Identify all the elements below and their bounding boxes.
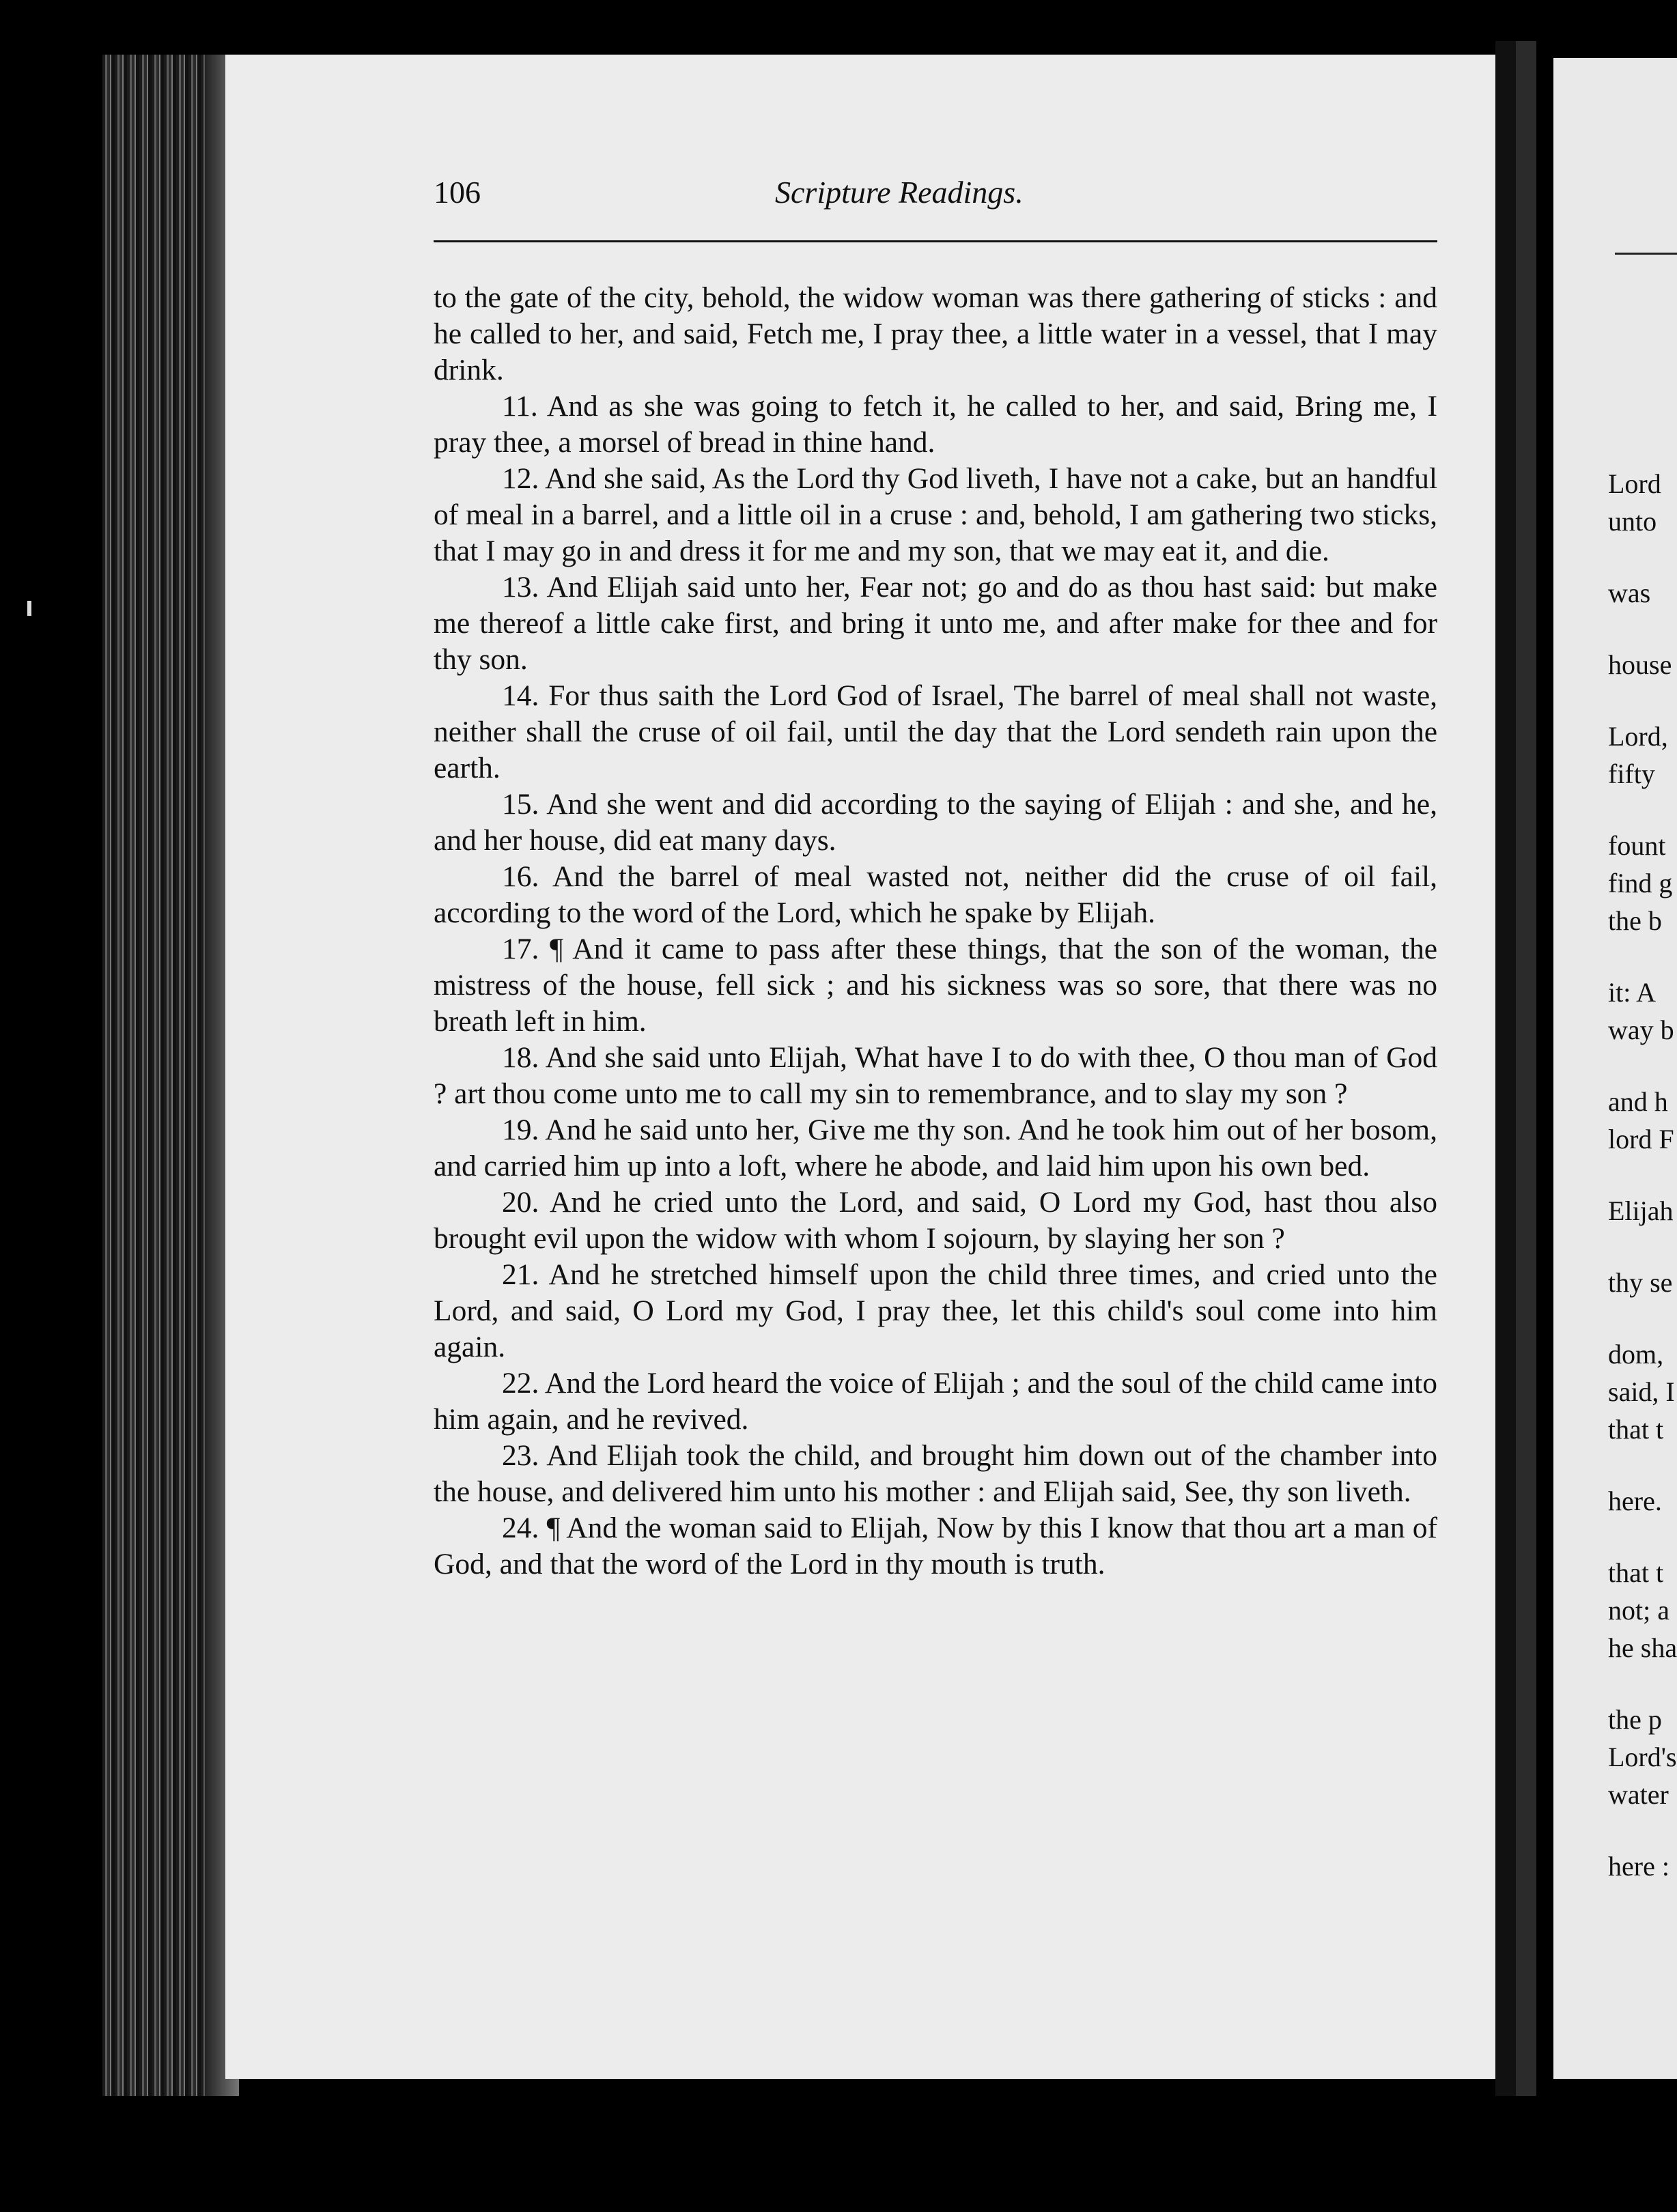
facing-text-fragment: it: A [1608, 977, 1657, 1008]
verse-13: 13. And Elijah said unto her, Fear not; go and do as thou hast said: but make me thereof a little cake first, and bring it unto me, and after make for thee and for thy son. [434, 571, 1437, 676]
running-title: Scripture Readings. [775, 175, 1024, 210]
facing-text-fragment: thy se [1608, 1267, 1673, 1298]
facing-text-fragment: lord F [1608, 1124, 1674, 1154]
facing-text-fragment: Elijah [1608, 1195, 1674, 1226]
facing-text-fragment: find g [1608, 868, 1673, 898]
book-gutter [1495, 41, 1550, 2096]
verse-16: 16. And the barrel of meal wasted not, neither did the cruse of oil fail, according to the word of the Lord, which he spake by Elijah. [434, 860, 1437, 929]
facing-text-fragment: dom, [1608, 1339, 1664, 1370]
facing-text-fragment: the p [1608, 1704, 1662, 1735]
facing-text-fragment: was [1608, 578, 1651, 608]
facing-text-fragment: way b [1608, 1015, 1674, 1045]
body-text [434, 280, 1437, 1583]
header-rule [434, 240, 1437, 242]
facing-text-fragment: said, I [1608, 1376, 1675, 1407]
facing-text-fragment: Lord's [1608, 1742, 1677, 1772]
facing-text-fragment: Lord [1608, 468, 1661, 499]
facing-text-fragment: that t [1608, 1414, 1664, 1445]
verse-23: 23. And Elijah took the child, and brought him down out of the chamber into the house, and delivered him unto his mother : and Elijah said, See, thy son liveth. [434, 1439, 1437, 1508]
verse-17: 17. ¶ And it came to pass after these things, that the son of the woman, the mistress of the house, fell sick ; and his sickness was so sore, that there was no breath left in him. [434, 933, 1437, 1038]
verse-18: 18. And she said unto Elijah, What have I to do with thee, O thou man of God ? art thou come unto me to call my sin to remembrance, and to slay my son ? [434, 1041, 1437, 1110]
facing-text-fragment: here : [1608, 1851, 1669, 1882]
facing-text-fragment: fount [1608, 830, 1666, 861]
facing-text-fragment: unto [1608, 506, 1657, 537]
facing-page [1553, 58, 1677, 2079]
verse-14: 14. For thus saith the Lord God of Israel, The barrel of meal shall not waste, neither shall the cruse of oil fail, until the day that the Lord sendeth rain upon the earth. [434, 679, 1437, 784]
facing-header-rule [1615, 253, 1677, 255]
verse-24: 24. ¶ And the woman said to Elijah, Now by this I know that thou art a man of God, and that the word of the Lord in thy mouth is truth. [434, 1512, 1437, 1580]
verse-15: 15. And she went and did according to the saying of Elijah : and she, and he, and her house, did eat many days. [434, 788, 1437, 857]
facing-text-fragment: here. [1608, 1486, 1662, 1516]
facing-text-fragment: water [1608, 1779, 1669, 1810]
verse-19: 19. And he said unto her, Give me thy son. And he took him out of her bosom, and carried him up into a loft, where he abode, and laid him upon his own bed. [434, 1114, 1437, 1182]
verse-20: 20. And he cried unto the Lord, and said, O Lord my God, hast thou also brought evil upon the widow with whom I sojourn, by slaying her son ? [434, 1186, 1437, 1255]
facing-text-fragment: and h [1608, 1086, 1668, 1117]
verse-22: 22. And the Lord heard the voice of Elijah ; and the soul of the child came into him again, and he revived. [434, 1367, 1437, 1436]
facing-text-fragment: not; a [1608, 1595, 1669, 1626]
running-head [434, 174, 1437, 222]
facing-text-fragment: the b [1608, 905, 1662, 936]
verse-21: 21. And he stretched himself upon the child three times, and cried unto the Lord, and said, O Lord my God, I pray thee, let this child's soul come into him again. [434, 1258, 1437, 1363]
facing-text-fragment: that t [1608, 1557, 1664, 1588]
facing-text-fragment: Lord, [1608, 721, 1668, 752]
facing-text-fragment: house [1608, 649, 1672, 680]
verse-12: 12. And she said, As the Lord thy God liveth, I have not a cake, but an handful of meal in a barrel, and a little oil in a cruse : and, behold, I am gathering two sticks, that I may go in and dress it for me and my son, that we may eat it, and die. [434, 462, 1437, 567]
paragraph: to the gate of the city, behold, the widow woman was there gathering of sticks : and he called to her, and said, Fetch me, I pray thee, a little water in a vessel, that I may drink. [434, 281, 1437, 386]
facing-text-fragment: he sha [1608, 1632, 1677, 1663]
page-number: 106 [434, 175, 481, 210]
facing-text-fragment: fifty [1608, 758, 1655, 789]
verse-11: 11. And as she was going to fetch it, he called to her, and said, Bring me, I pray thee, a morsel of bread in thine hand. [434, 390, 1437, 459]
scan-mark [27, 601, 31, 616]
